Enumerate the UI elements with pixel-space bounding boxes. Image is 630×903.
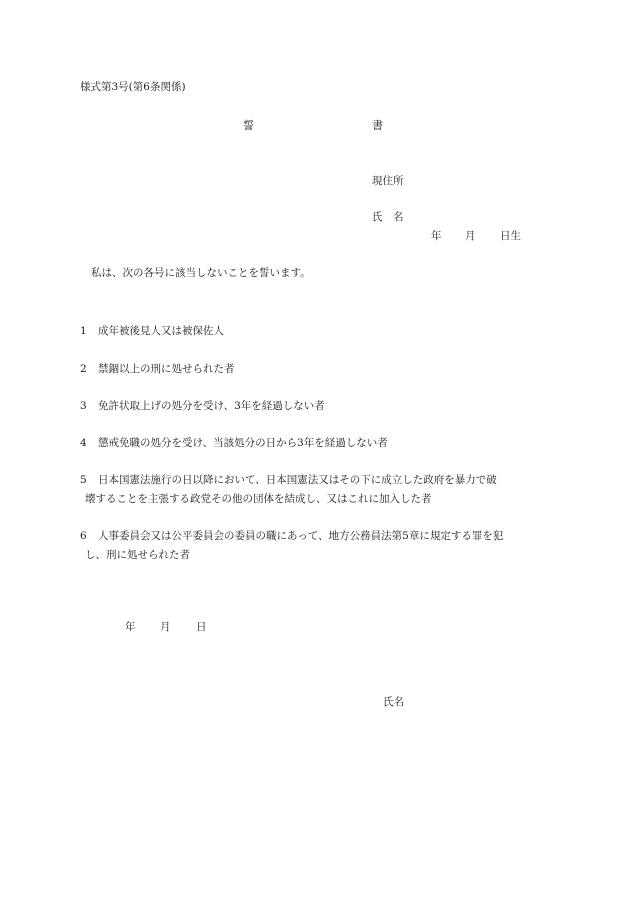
oath-item bbox=[80, 360, 550, 379]
signature-date-day-label: 日 bbox=[196, 621, 207, 633]
signature-date-month-label: 月 bbox=[160, 621, 171, 633]
oath-item-text-continued: 壊することを主張する政党その他の団体を結成し、又はこれに加入した者 bbox=[85, 493, 432, 505]
signature-name-label: 氏名 bbox=[383, 696, 404, 708]
oath-item-text: 懲戒免職の処分を受け、当該処分の日から3年を経過しない者 bbox=[98, 437, 388, 449]
oath-statement: 私は、次の各号に該当しないことを誓います。 bbox=[91, 267, 311, 279]
oath-item-line bbox=[80, 490, 550, 509]
birth-month-label: 月 bbox=[465, 230, 476, 242]
oath-item bbox=[80, 471, 550, 509]
form-number-label: 様式第3号(第6条関係) bbox=[80, 81, 186, 93]
oath-item-text: 成年被後見人又は被保佐人 bbox=[98, 325, 224, 337]
signature-date-year-label: 年 bbox=[125, 621, 136, 633]
oath-item bbox=[80, 322, 550, 341]
oath-item-text: 禁錮以上の刑に処せられた者 bbox=[98, 363, 235, 375]
oath-item-text: 人事委員会又は公平委員会の委員の職にあって、地方公務員法第5章に規定する罪を犯 bbox=[98, 530, 504, 542]
birth-day-label: 日生 bbox=[500, 230, 521, 242]
document-title-first-char: 誓 bbox=[243, 119, 254, 132]
oath-item-line bbox=[80, 546, 550, 565]
oath-item-number: 2 bbox=[80, 363, 87, 375]
oath-item bbox=[80, 434, 550, 453]
birth-year-label: 年 bbox=[431, 230, 442, 242]
oath-item-text: 日本国憲法施行の日以降において、日本国憲法又はその下に成立した政府を暴力で破 bbox=[98, 474, 497, 486]
oath-item-number: 5 bbox=[80, 474, 87, 486]
applicant-name-label: 氏 名 bbox=[372, 211, 404, 223]
oath-item-number: 3 bbox=[80, 400, 87, 412]
oath-item-number: 4 bbox=[80, 437, 87, 449]
oath-item-text-continued: し、刑に処せられた者 bbox=[85, 549, 190, 561]
oath-item-number: 6 bbox=[80, 530, 87, 542]
oath-item-line bbox=[80, 471, 550, 490]
address-label: 現住所 bbox=[372, 175, 404, 187]
oath-item bbox=[80, 397, 550, 416]
oath-item-line bbox=[80, 527, 550, 546]
oath-item-number: 1 bbox=[80, 325, 87, 337]
document-title-second-char: 書 bbox=[372, 119, 383, 132]
oath-item-text: 免許状取上げの処分を受け、3年を経過しない者 bbox=[98, 400, 325, 412]
oath-item bbox=[80, 527, 550, 565]
